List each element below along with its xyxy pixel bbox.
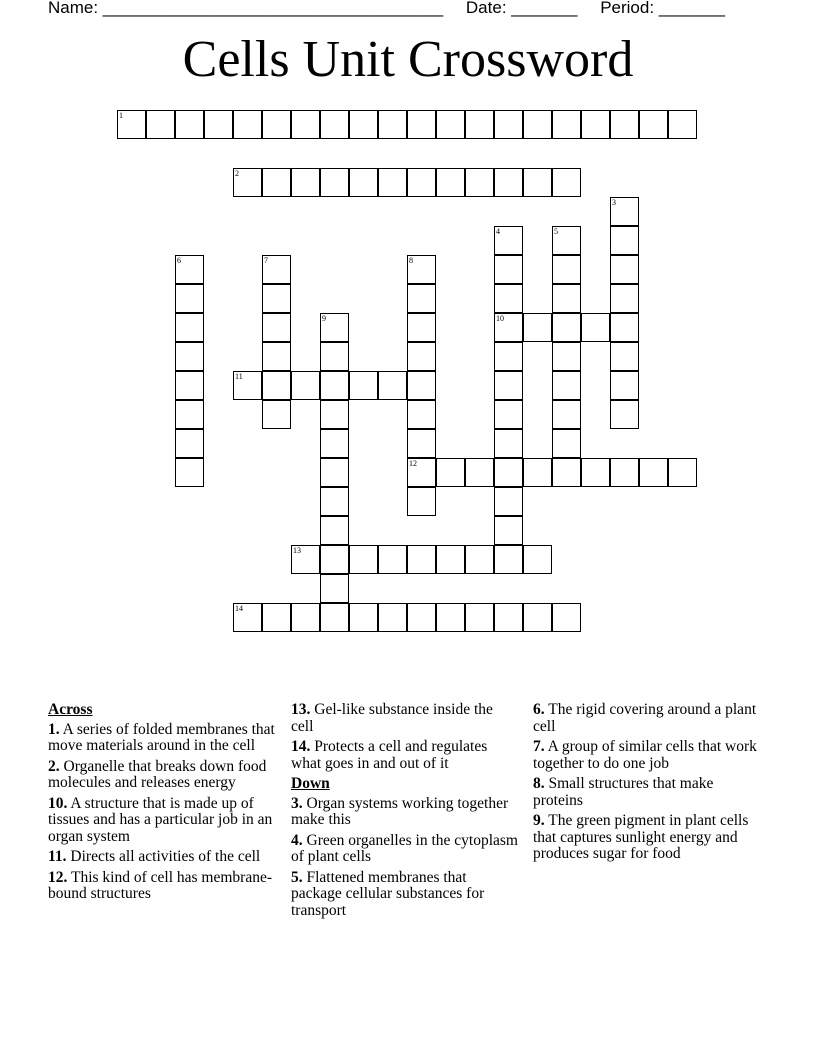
crossword-cell[interactable]: [465, 458, 494, 487]
crossword-cell[interactable]: [407, 342, 436, 371]
crossword-cell[interactable]: [494, 429, 523, 458]
crossword-cell[interactable]: [262, 342, 291, 371]
clue-down-5: [291, 870, 519, 920]
crossword-cell[interactable]: [349, 110, 378, 139]
clue-number-label: 7: [264, 256, 268, 265]
clue-number: 2.: [48, 757, 60, 775]
crossword-cell[interactable]: [436, 603, 465, 632]
crossword-cell[interactable]: [494, 371, 523, 400]
clue-number-label: 5: [554, 227, 558, 236]
crossword-cell[interactable]: [320, 168, 349, 197]
clue-number: 5.: [291, 868, 303, 886]
clue-text: A group of similar cells that work together to do one job: [533, 738, 757, 772]
crossword-cell[interactable]: [378, 168, 407, 197]
crossword-cell[interactable]: [610, 342, 639, 371]
crossword-cell[interactable]: [320, 603, 349, 632]
crossword-cell[interactable]: [349, 603, 378, 632]
crossword-cell[interactable]: [552, 255, 581, 284]
crossword-cell[interactable]: [262, 371, 291, 400]
crossword-cell[interactable]: [407, 313, 436, 342]
clues-column-1: [48, 702, 276, 907]
crossword-cell[interactable]: [291, 168, 320, 197]
clue-down-6: [533, 702, 761, 735]
clue-text: The green pigment in plant cells that captures sunlight energy and produces sugar for food: [533, 812, 749, 862]
crossword-cell[interactable]: [610, 284, 639, 313]
crossword-cell[interactable]: [407, 110, 436, 139]
crossword-cell[interactable]: [117, 110, 146, 139]
crossword-cell[interactable]: [204, 110, 233, 139]
crossword-cell[interactable]: [581, 110, 610, 139]
clue-number: 12.: [48, 868, 68, 886]
clue-text: Gel-like substance inside the cell: [291, 701, 493, 735]
crossword-cell[interactable]: [610, 110, 639, 139]
crossword-cell[interactable]: [407, 400, 436, 429]
crossword-cell[interactable]: [465, 168, 494, 197]
crossword-cell[interactable]: [610, 458, 639, 487]
crossword-cell[interactable]: [494, 545, 523, 574]
clue-number: 11.: [48, 848, 67, 865]
crossword-cell[interactable]: [465, 110, 494, 139]
crossword-cell[interactable]: [378, 545, 407, 574]
crossword-cell[interactable]: [436, 458, 465, 487]
clue-across-10: [48, 796, 276, 846]
crossword-cell[interactable]: [233, 603, 262, 632]
page-title: Cells Unit Crossword: [182, 31, 634, 88]
clue-number-label: 11: [235, 372, 243, 381]
clue-down-3: [291, 796, 519, 829]
crossword-cell[interactable]: [407, 284, 436, 313]
crossword-cell[interactable]: [175, 255, 204, 284]
crossword-cell[interactable]: [552, 342, 581, 371]
crossword-cell[interactable]: [610, 371, 639, 400]
clue-down-8: [533, 776, 761, 809]
clue-number-label: 3: [612, 198, 616, 207]
crossword-cell[interactable]: [378, 110, 407, 139]
crossword-cell[interactable]: [610, 226, 639, 255]
crossword-cell[interactable]: [639, 458, 668, 487]
crossword-cell[interactable]: [175, 284, 204, 313]
crossword-cell[interactable]: [465, 545, 494, 574]
clue-number: 6.: [533, 701, 545, 718]
down-heading: Down: [291, 775, 330, 792]
crossword-cell[interactable]: [552, 371, 581, 400]
clue-across-2: [48, 759, 276, 792]
crossword-cell[interactable]: [610, 255, 639, 284]
crossword-cell[interactable]: [494, 168, 523, 197]
crossword-cell[interactable]: [175, 458, 204, 487]
clue-text: Organelle that breaks down food molecules and releases energy: [48, 757, 267, 791]
crossword-cell[interactable]: [639, 110, 668, 139]
crossword-cell[interactable]: [668, 110, 697, 139]
clue-across-13: [291, 702, 519, 735]
crossword-cell[interactable]: [552, 400, 581, 429]
crossword-cell[interactable]: [320, 313, 349, 342]
clue-number-label: 14: [235, 604, 243, 613]
crossword-cell[interactable]: [436, 168, 465, 197]
crossword-cell[interactable]: [320, 545, 349, 574]
crossword-cell[interactable]: [291, 110, 320, 139]
crossword-cell[interactable]: [610, 197, 639, 226]
clue-number-label: 10: [496, 314, 504, 323]
crossword-cell[interactable]: [320, 458, 349, 487]
crossword-cell[interactable]: [494, 284, 523, 313]
clue-number: 3.: [291, 794, 303, 812]
crossword-cell[interactable]: [610, 313, 639, 342]
clue-down-9: [533, 813, 761, 863]
crossword-cell[interactable]: [523, 603, 552, 632]
crossword-cell[interactable]: [175, 342, 204, 371]
crossword-cell[interactable]: [262, 284, 291, 313]
crossword-cell[interactable]: [378, 371, 407, 400]
clue-across-11: [48, 849, 276, 866]
crossword-cell[interactable]: [233, 168, 262, 197]
clue-number: 7.: [533, 738, 545, 755]
clue-down-4: [291, 833, 519, 866]
clue-text: Small structures that make proteins: [533, 775, 714, 809]
clue-text: Flattened membranes that package cellular substances for transport: [291, 868, 485, 919]
crossword-cell[interactable]: [407, 487, 436, 516]
period-field[interactable]: Period: _______: [600, 0, 725, 17]
date-field[interactable]: Date: _______: [465, 0, 578, 17]
crossword-cell[interactable]: [175, 313, 204, 342]
clue-text: Protects a cell and regulates what goes in and out of it: [291, 738, 488, 772]
crossword-cell[interactable]: [349, 545, 378, 574]
crossword-cell[interactable]: [494, 255, 523, 284]
crossword-cell[interactable]: [262, 110, 291, 139]
crossword-cell[interactable]: [494, 487, 523, 516]
crossword-cell[interactable]: [175, 400, 204, 429]
crossword-cell[interactable]: [291, 371, 320, 400]
crossword-cell[interactable]: [262, 603, 291, 632]
crossword-cell[interactable]: [175, 110, 204, 139]
crossword-cell[interactable]: [494, 458, 523, 487]
crossword-cell[interactable]: [552, 603, 581, 632]
clue-number: 4.: [291, 831, 303, 849]
crossword-cell[interactable]: [407, 429, 436, 458]
crossword-cell[interactable]: [523, 458, 552, 487]
name-field[interactable]: Name: ____________________________________: [48, 0, 444, 17]
crossword-cell[interactable]: [523, 545, 552, 574]
crossword-cell[interactable]: [552, 168, 581, 197]
crossword-cell[interactable]: [465, 603, 494, 632]
clue-number: 9.: [533, 812, 545, 829]
crossword-cell[interactable]: [436, 110, 465, 139]
crossword-cell[interactable]: [494, 603, 523, 632]
clue-number: 13.: [291, 701, 311, 718]
clues-column-2: [291, 702, 519, 923]
crossword-cell[interactable]: [175, 429, 204, 458]
crossword-cell[interactable]: [320, 400, 349, 429]
crossword-cell[interactable]: [552, 313, 581, 342]
crossword-cell[interactable]: [407, 168, 436, 197]
clue-text: Directs all activities of the cell: [70, 848, 261, 865]
clue-number: 1.: [48, 720, 60, 738]
clue-across-12: [48, 870, 276, 903]
clue-text: A series of folded membranes that move materials around in the cell: [48, 720, 275, 754]
clue-number-label: 4: [496, 227, 500, 236]
crossword-cell[interactable]: [523, 110, 552, 139]
crossword-cell[interactable]: [581, 458, 610, 487]
crossword-cell[interactable]: [407, 545, 436, 574]
crossword-cell[interactable]: [552, 226, 581, 255]
clues-column-3: [533, 702, 761, 867]
crossword-cell[interactable]: [320, 371, 349, 400]
clue-number: 10.: [48, 794, 68, 812]
crossword-cell[interactable]: [610, 400, 639, 429]
crossword-cell[interactable]: [320, 487, 349, 516]
crossword-cell[interactable]: [407, 371, 436, 400]
clue-across-14: [291, 739, 519, 772]
clue-across-1: [48, 722, 276, 755]
clue-number-label: 6: [177, 256, 181, 265]
clue-text: The rigid covering around a plant cell: [533, 701, 757, 735]
crossword-cell[interactable]: [233, 371, 262, 400]
crossword-cell[interactable]: [262, 168, 291, 197]
crossword-cell[interactable]: [407, 458, 436, 487]
crossword-cell[interactable]: [262, 255, 291, 284]
crossword-cell[interactable]: [668, 458, 697, 487]
crossword-cell[interactable]: [494, 516, 523, 545]
crossword-cell[interactable]: [320, 110, 349, 139]
crossword-cell[interactable]: [581, 313, 610, 342]
crossword-cell[interactable]: [523, 168, 552, 197]
crossword-cell[interactable]: [349, 168, 378, 197]
crossword-cell[interactable]: [552, 458, 581, 487]
clue-number-label: 2: [235, 169, 239, 178]
crossword-cell[interactable]: [494, 342, 523, 371]
crossword-cell[interactable]: [494, 110, 523, 139]
crossword-cell[interactable]: [552, 284, 581, 313]
crossword-cell[interactable]: [552, 110, 581, 139]
crossword-cell[interactable]: [494, 313, 523, 342]
clue-number-label: 9: [322, 314, 326, 323]
clue-number: 14.: [291, 738, 311, 755]
clue-text: A structure that is made up of tissues and has a particular job in an organ system: [48, 794, 273, 845]
clue-number-label: 8: [409, 256, 413, 265]
crossword-cell[interactable]: [291, 603, 320, 632]
crossword-cell[interactable]: [523, 313, 552, 342]
crossword-cell[interactable]: [494, 400, 523, 429]
crossword-cell[interactable]: [262, 313, 291, 342]
crossword-cell[interactable]: [291, 545, 320, 574]
crossword-cell[interactable]: [378, 603, 407, 632]
clue-text: Organ systems working together make this: [291, 794, 509, 828]
crossword-cell[interactable]: [407, 255, 436, 284]
clue-number-label: 12: [409, 459, 417, 468]
crossword-cell[interactable]: [320, 574, 349, 603]
crossword-cell[interactable]: [349, 371, 378, 400]
clue-number-label: 13: [293, 546, 301, 555]
across-heading: Across: [48, 701, 93, 718]
crossword-cell[interactable]: [494, 226, 523, 255]
crossword-cell[interactable]: [552, 429, 581, 458]
crossword-cell[interactable]: [146, 110, 175, 139]
crossword-cell[interactable]: [320, 342, 349, 371]
clue-number-label: 1: [119, 111, 123, 120]
clue-text: Green organelles in the cytoplasm of plant cells: [291, 831, 518, 865]
crossword-cell[interactable]: [262, 400, 291, 429]
crossword-cell[interactable]: [175, 371, 204, 400]
crossword-cell[interactable]: [407, 603, 436, 632]
crossword-cell[interactable]: [436, 545, 465, 574]
crossword-cell[interactable]: [320, 516, 349, 545]
clue-text: This kind of cell has membrane-bound structures: [48, 868, 272, 902]
crossword-cell[interactable]: [320, 429, 349, 458]
clue-down-7: [533, 739, 761, 772]
crossword-cell[interactable]: [233, 110, 262, 139]
clue-number: 8.: [533, 775, 545, 792]
